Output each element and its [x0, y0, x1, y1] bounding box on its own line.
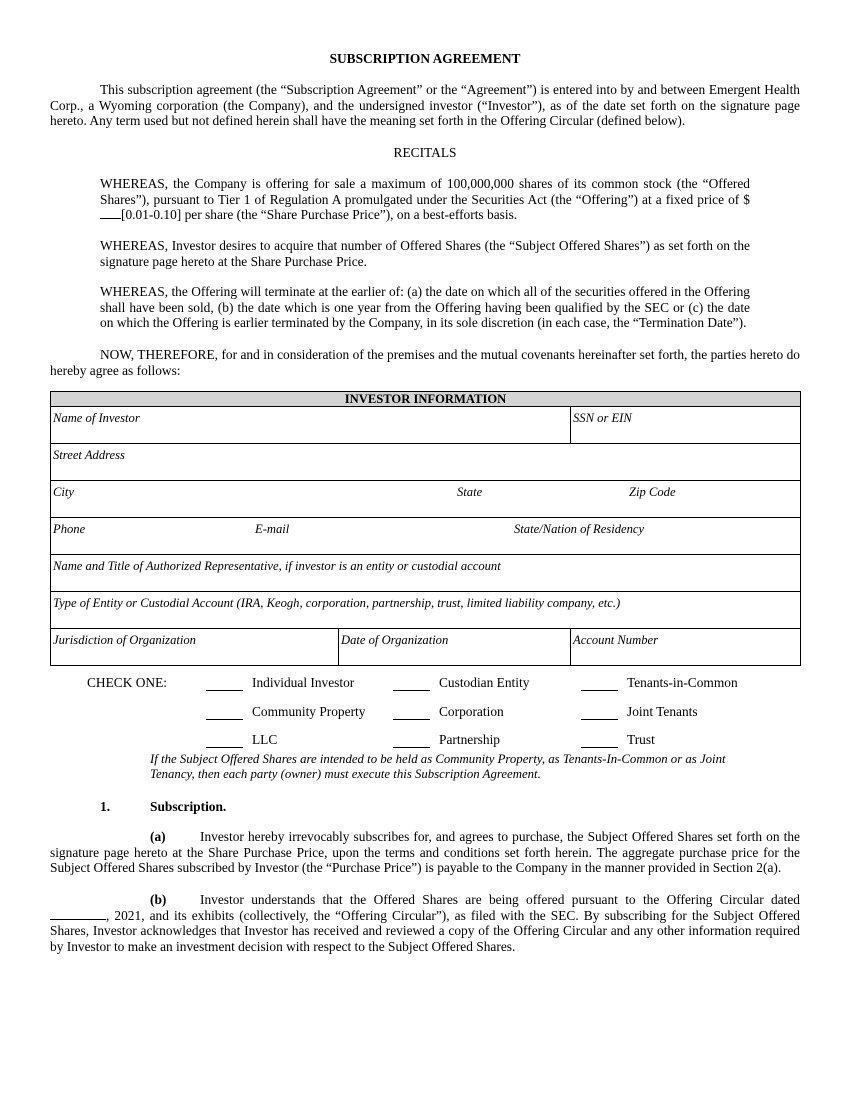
option-trust: Trust — [627, 732, 655, 747]
city-label: City — [53, 485, 74, 499]
checkbox-llc[interactable] — [206, 747, 243, 748]
check-one-title: CHECK ONE: — [87, 675, 167, 690]
residency-label: State/Nation of Residency — [514, 522, 645, 536]
intro-paragraph: This subscription agreement (the “Subscription Agreement” or the “Agreement”) is entered into by and between Emergent Health Corp., a Wyoming corporation (the Company), and the undersigned investor (“Investor”), as of the date set forth on the signature page hereto. Any term used but not defined herein shall have the meaning set forth in the Offering Circular (defined below). — [50, 82, 800, 129]
date-of-organization-field[interactable] — [339, 629, 571, 666]
checkbox-community-property[interactable] — [206, 719, 243, 720]
authorized-representative-label: Name and Title of Authorized Representative, if investor is an entity or custodial account — [53, 559, 501, 573]
option-custodian-entity: Custodian Entity — [439, 675, 530, 690]
section-1a-label: (a) — [150, 829, 166, 844]
section-1-title: Subscription. — [150, 799, 227, 814]
ownership-note: If the Subject Offered Shares are intended to be held as Community Property, as Tenants-In-Common or as Joint Tenancy, then each party (owner) must execute this Subscription Agreement. — [150, 752, 726, 782]
ssn-label: SSN or EIN — [573, 411, 632, 425]
section-1b-paragraph — [50, 892, 800, 954]
phone-label: Phone — [53, 522, 86, 536]
checkbox-custodian-entity[interactable] — [393, 690, 430, 691]
checkbox-partnership[interactable] — [393, 747, 430, 748]
checkbox-trust[interactable] — [581, 747, 618, 748]
name-of-investor-field[interactable] — [51, 407, 571, 444]
recitals-heading: RECITALS — [393, 145, 457, 160]
investor-information-header: INVESTOR INFORMATION — [51, 392, 801, 407]
section-1b-text-1: Investor understands that the Offered Shares are being offered pursuant to the Offering Circular dated — [200, 892, 800, 907]
jurisdiction-field[interactable] — [51, 629, 339, 666]
section-1-number: 1. — [100, 799, 111, 814]
account-number-label: Account Number — [573, 633, 658, 647]
now-therefore-paragraph: NOW, THEREFORE, for and in consideration of the premises and the mutual covenants hereinafter set forth, the parties hereto do hereby agree as follows: — [50, 347, 800, 378]
option-community-property: Community Property — [252, 704, 366, 719]
section-1a-text: Investor hereby irrevocably subscribes for, and agrees to purchase, the Subject Offered Shares set forth on the signature page hereto at the Share Purchase Price, upon the terms and conditions set forth herein. The aggregate purchase price for the Subject Offered Shares subscribed by Investor (the “Purchase Price”) is payable to the Company in the manner provided in Section 2(a). — [50, 829, 800, 876]
checkbox-individual-investor[interactable] — [206, 690, 243, 691]
section-1a-paragraph — [50, 829, 800, 876]
phone-email-residency-row[interactable] — [51, 518, 801, 555]
checkbox-corporation[interactable] — [393, 719, 430, 720]
recital-1 — [100, 176, 750, 223]
authorized-representative-field[interactable] — [51, 555, 801, 592]
street-address-field[interactable] — [51, 444, 801, 481]
ssn-field[interactable] — [571, 407, 801, 444]
email-label: E-mail — [255, 522, 290, 536]
name-of-investor-label: Name of Investor — [53, 411, 140, 425]
zip-code-label: Zip Code — [629, 485, 676, 499]
jurisdiction-label: Jurisdiction of Organization — [53, 633, 196, 647]
recital-1-text-b: [0.01-0.10] per share (the “Share Purchase Price”), on a best-efforts basis. — [121, 207, 518, 223]
checkbox-joint-tenants[interactable] — [581, 719, 618, 720]
investor-information-table — [50, 391, 801, 666]
state-label: State — [457, 485, 483, 499]
city-state-zip-row[interactable] — [51, 481, 801, 518]
entity-type-label: Type of Entity or Custodial Account (IRA, Keogh, corporation, partnership, trust, limited liability company, etc.) — [53, 596, 621, 610]
recital-2: WHEREAS, Investor desires to acquire that number of Offered Shares (the “Subject Offered Shares”) as set forth on the signature page hereto at the Share Purchase Price. — [100, 238, 750, 269]
option-individual-investor: Individual Investor — [252, 675, 355, 690]
account-number-field[interactable] — [571, 629, 801, 666]
section-1b-label: (b) — [150, 892, 167, 907]
recital-1-text-a: WHEREAS, the Company is offering for sale a maximum of 100,000,000 shares of its common stock (the “Offered Shares”), pursuant to Tier 1 of Regulation A promulgated under the Securities Act (the “Offering”) at a fixed price of $ — [100, 176, 750, 207]
document-title: SUBSCRIPTION AGREEMENT — [329, 51, 521, 66]
option-corporation: Corporation — [439, 704, 504, 719]
entity-type-field[interactable] — [51, 592, 801, 629]
price-blank — [100, 207, 121, 219]
offering-date-blank — [50, 908, 106, 920]
checkbox-tenants-in-common[interactable] — [581, 690, 618, 691]
option-partnership: Partnership — [439, 732, 500, 747]
check-one-section — [0, 673, 850, 755]
option-tenants-in-common: Tenants-in-Common — [627, 675, 738, 690]
option-joint-tenants: Joint Tenants — [627, 704, 698, 719]
option-llc: LLC — [252, 732, 278, 747]
date-of-organization-label: Date of Organization — [341, 633, 449, 647]
street-address-label: Street Address — [53, 448, 125, 462]
recital-3: WHEREAS, the Offering will terminate at the earlier of: (a) the date on which all of the securities offered in the Offering shall have been sold, (b) the date which is one year from the Offering having been qualified by the SEC or (c) the date on which the Offering is earlier terminated by the Company, in its sole discretion (in each case, the “Termination Date”). — [100, 284, 750, 331]
section-1b-text-2: , 2021, and its exhibits (collectively, the “Offering Circular”), as filed with the SEC. By subscribing for the Subject Offered Shares, Investor acknowledges that Investor has received and reviewed a copy of the Offering Circular and any other information required by Investor to make an investment decision with respect to the Subject Offered Shares. — [50, 907, 800, 954]
